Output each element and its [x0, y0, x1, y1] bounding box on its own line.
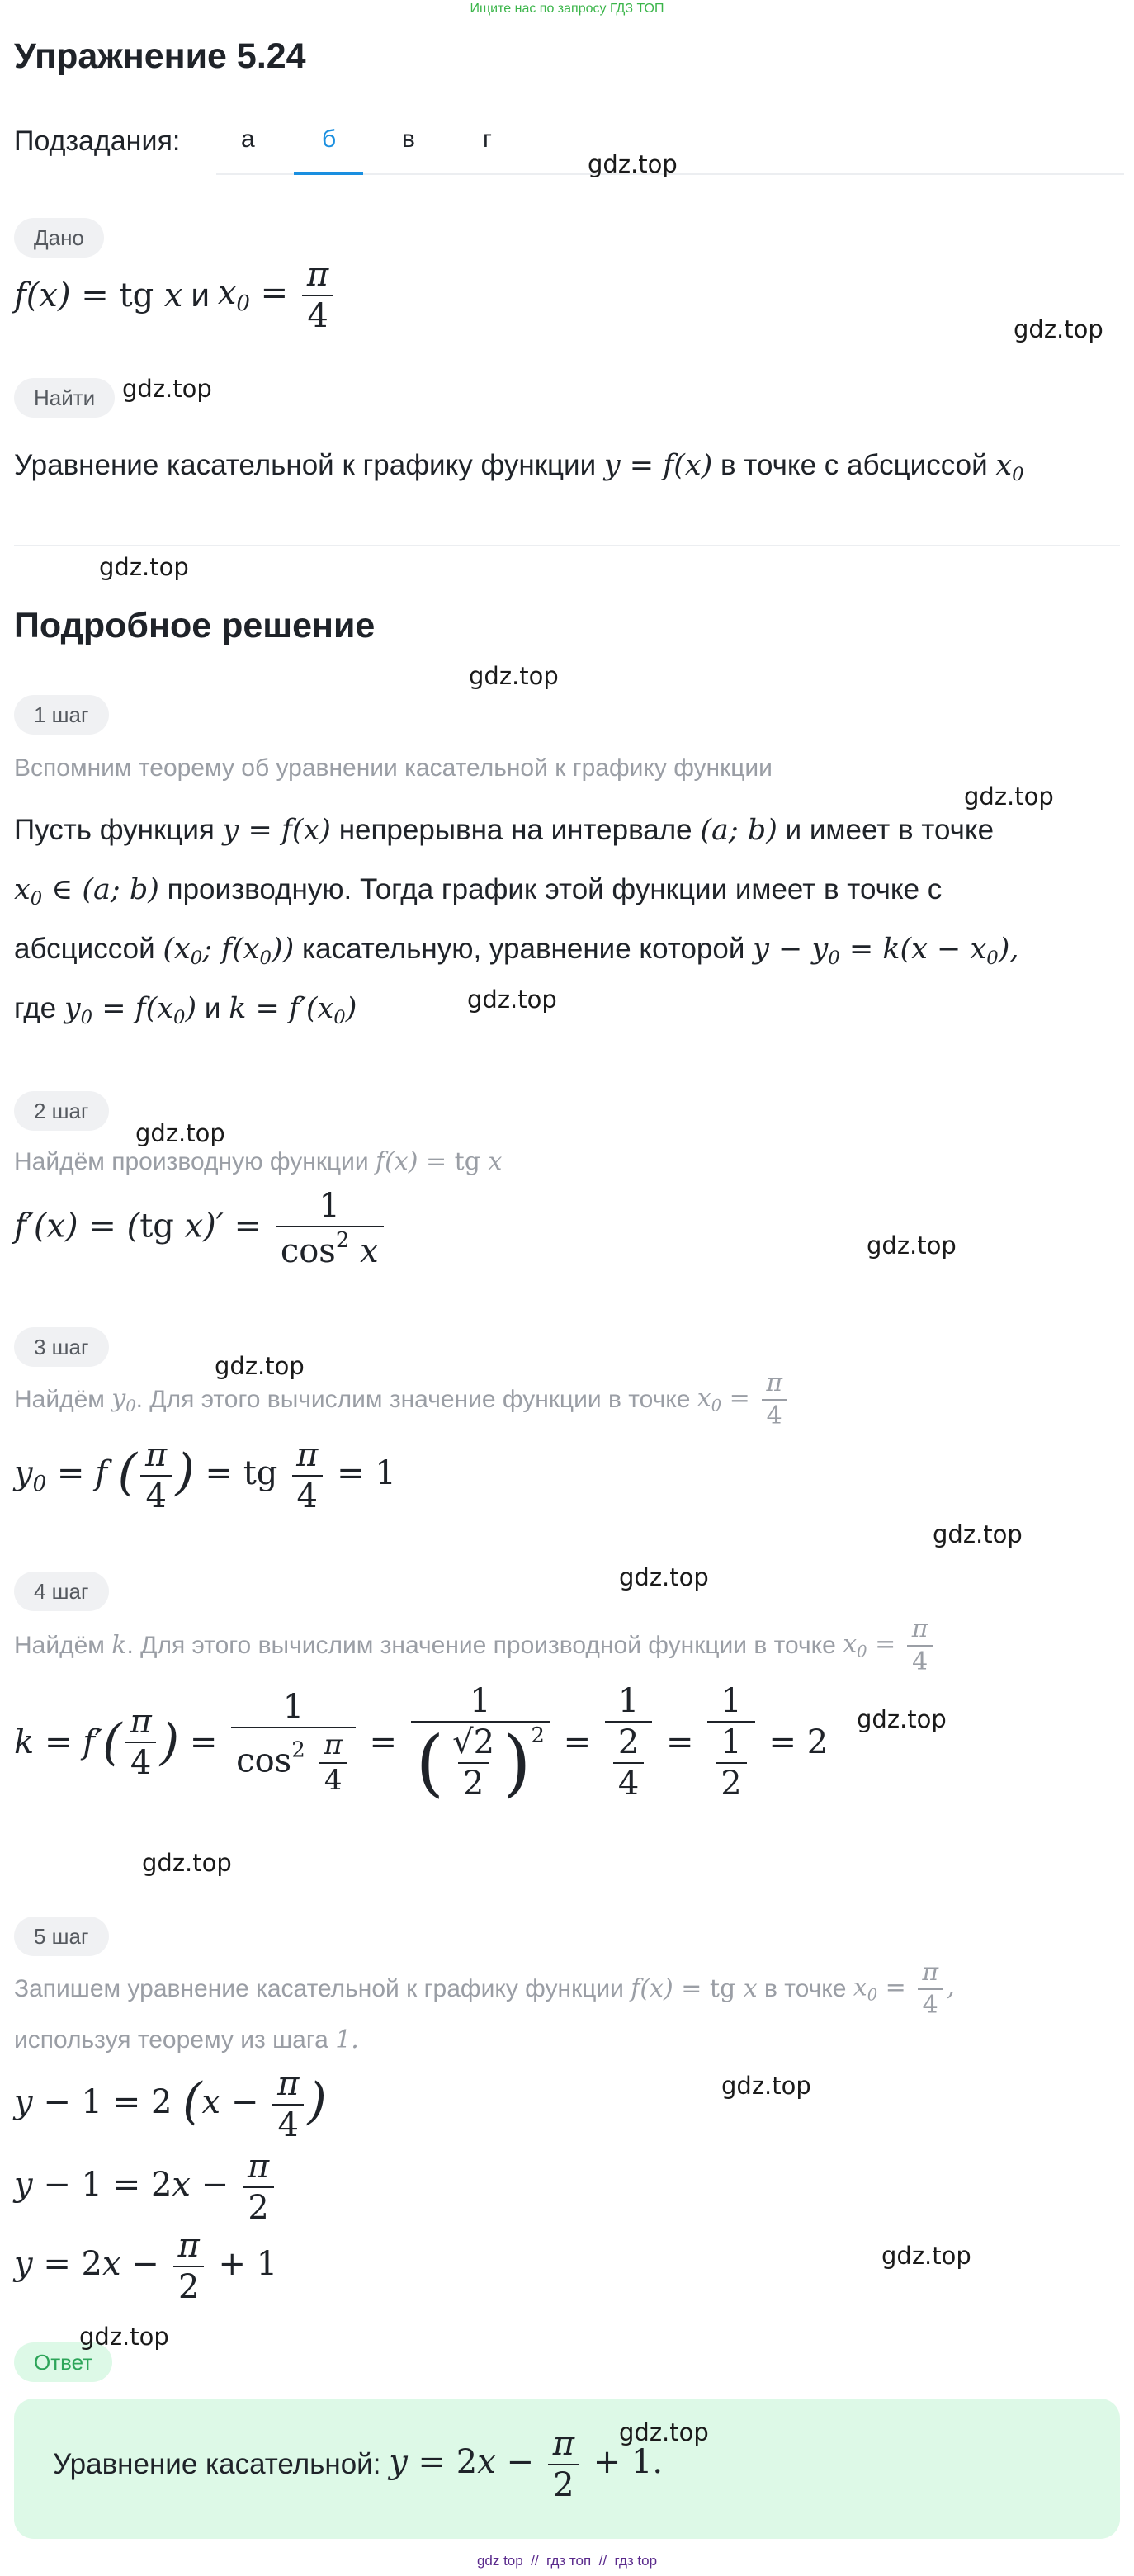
step-1-line-1: Пусть функция y = f(x) непрерывна на интервале (a; b) и имеет в точке	[14, 814, 995, 847]
watermark: gdz.top	[467, 985, 557, 1014]
step-1-hint: Вспомним теорему об уравнении касательной к графику функции	[14, 754, 773, 782]
watermark: gdz.top	[619, 2418, 709, 2446]
footer-links[interactable]: gdz top // гдз топ // гдз top	[476, 2553, 658, 2569]
watermark: gdz.top	[964, 782, 1054, 811]
watermark: gdz.top	[588, 150, 678, 178]
step-4-formula: k = f′ ( $\frac{\pi}{4}$ ) = 1 $\cos^2$ $\frac{\pi}{4}$ = 1 ( $\frac{√2}{2}$ ) 2 = $\frac{1}{\frac{2}{4}}$ = $\frac{1}{\frac{1}{2}}$ = 2	[14, 1682, 829, 1805]
step-3-hint: Найдём $y_0$ . Для этого вычислим значение функции в точке $x_0$ = $\frac{\pi}{4}$	[14, 1370, 791, 1429]
top-banner[interactable]: Ищите нас по запросу ГДЗ ТОП	[470, 2, 664, 16]
step-3-badge: 3 шаг	[14, 1327, 109, 1367]
solution-title: Подробное решение	[14, 606, 376, 645]
step-5-hint-line-2: используя теорему из шага 1.	[14, 2025, 359, 2054]
page-title: Упражнение 5.24	[14, 36, 306, 76]
answer-badge: Ответ	[14, 2342, 112, 2382]
step-5-formula-1: y − 1 = 2 (x − $\frac{\pi}{4}$ )	[14, 2065, 327, 2144]
step-1-badge: 1 шаг	[14, 695, 109, 735]
section-divider	[14, 545, 1120, 546]
tab-b[interactable]: б	[322, 125, 337, 153]
step-1-line-3: абсциссой ($x_0$; $f(x_0)$) касательную, уравнение которой $y - y_0 = k(x - x_0)$,	[14, 933, 1019, 969]
watermark: gdz.top	[857, 1705, 947, 1733]
tab-g[interactable]: г	[483, 125, 492, 153]
watermark: gdz.top	[867, 1231, 957, 1260]
given-and: и	[191, 277, 210, 314]
watermark: gdz.top	[1014, 315, 1103, 343]
watermark: gdz.top	[122, 375, 212, 403]
find-text: Уравнение касательной к графику функции y = f(x) в точке с абсциссой $x_0$	[14, 449, 1024, 485]
step-4-badge: 4 шаг	[14, 1572, 109, 1611]
find-badge: Найти	[14, 378, 115, 418]
tab-b-active-indicator	[294, 172, 363, 175]
watermark: gdz.top	[469, 662, 559, 690]
watermark: gdz.top	[142, 1849, 232, 1877]
given-formula: f(x) = tg x и $x_0$ = $\frac{\pi}{4}$	[14, 258, 337, 333]
step-4-hint: Найдём k . Для этого вычислим значение производной функции в точке $x_0$ = $\frac{\pi}{4}$	[14, 1616, 936, 1675]
watermark: gdz.top	[881, 2242, 971, 2270]
step-2-hint: Найдём производную функции f(x) = tg x	[14, 1147, 503, 1176]
step-3-formula: $y_0 = f$ ( $\frac{\pi}{4}$ ) = tg $\frac{\pi}{4}$ = 1	[14, 1436, 396, 1515]
step-1-line-4: где $y_0 = f(x_0)$ и $k = f'(x_0)$	[14, 992, 357, 1028]
watermark: gdz.top	[721, 2072, 811, 2100]
answer-text: Уравнение касательной: y = 2x − $\frac{\pi}{2}$ + 1.	[53, 2425, 664, 2504]
tab-a[interactable]: а	[241, 125, 255, 153]
watermark: gdz.top	[79, 2323, 169, 2351]
watermark: gdz.top	[135, 1119, 225, 1147]
watermark: gdz.top	[619, 1563, 709, 1591]
step-2-formula: f′(x) = (tg x)′ = $\frac{1}{\cos^2 x}$	[14, 1189, 387, 1269]
step-5-formula-3: y = 2x − $\frac{\pi}{2}$ + 1	[14, 2227, 278, 2306]
watermark: gdz.top	[933, 1520, 1023, 1548]
subtasks-label: Подзадания:	[14, 125, 181, 157]
step-5-badge: 5 шаг	[14, 1917, 109, 1956]
watermark: gdz.top	[99, 553, 189, 581]
step-5-hint-line-1: Запишем уравнение касательной к графику функции f(x) = tg x в точке $x_0$ = $\frac{\pi}{4}$ ,	[14, 1958, 955, 2020]
given-badge: Дано	[14, 218, 104, 258]
step-1-line-2: $x_0$ ∈ (a; b) производную. Тогда график этой функции имеет в точке с	[14, 873, 943, 910]
tab-v[interactable]: в	[402, 125, 415, 153]
step-5-formula-2: y − 1 = 2x − $\frac{\pi}{2}$	[14, 2149, 277, 2225]
step-2-badge: 2 шаг	[14, 1091, 109, 1131]
watermark: gdz.top	[215, 1352, 305, 1380]
